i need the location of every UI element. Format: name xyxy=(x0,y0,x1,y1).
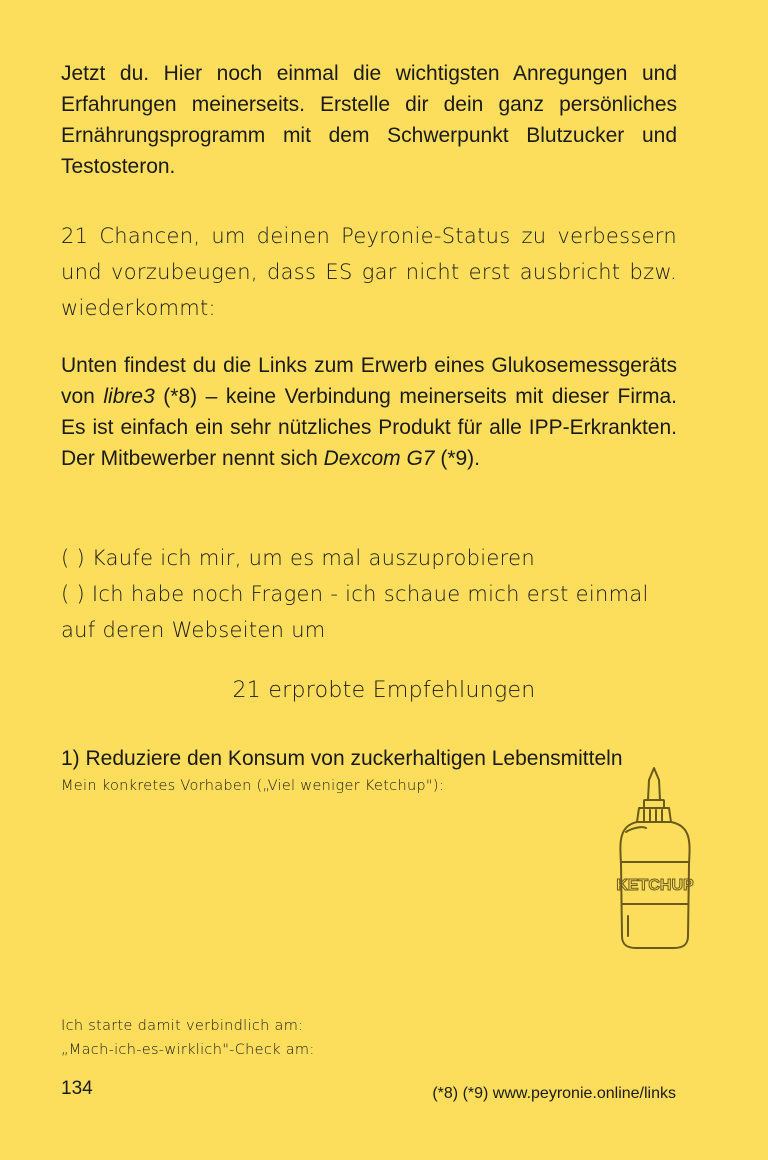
chances-paragraph: 21 Chancen, um deinen Peyronie-Status zu verbessern und vorzubeugen, dass ES gar nicht erst ausbricht bzw. wiederkommt: xyxy=(61,224,677,320)
plan-label: Mein konkretes Vorhaben („Viel weniger Ketchup"): xyxy=(61,778,445,794)
footnote-link[interactable]: (*8) (*9) www.peyronie.online/links xyxy=(432,1085,676,1102)
libre-text-1: Unten findest du die Links zum Erwerb eines Glukosemessgeräts von xyxy=(61,354,677,408)
option-questions[interactable]: ( ) Ich habe noch Fragen - ich schaue mich erst einmal auf deren Webseiten um xyxy=(61,582,649,642)
libre-brand: libre3 xyxy=(103,385,155,408)
intro-paragraph: Jetzt du. Hier noch einmal die wichtigsten Anregungen und Erfahrungen meinerseits. Erstelle dir dein ganz persönliches Ernährungsprogramm mit dem Schwerpunkt Blutzucker und Testosteron. xyxy=(61,62,677,178)
section-heading: 21 erprobte Empfehlungen xyxy=(232,678,536,703)
page-number: 134 xyxy=(61,1078,93,1099)
libre-paragraph xyxy=(61,350,677,474)
option-buy[interactable]: ( ) Kaufe ich mir, um es mal auszuprobieren xyxy=(61,546,535,570)
libre-text-3: (*9). xyxy=(434,447,481,470)
option-list xyxy=(61,540,677,648)
start-label: Ich starte damit verbindlich am: xyxy=(61,1018,304,1034)
start-block xyxy=(61,1014,677,1062)
dexcom-brand: Dexcom G7 xyxy=(323,447,435,470)
libre-text-2: (*8) – keine Verbindung meinerseits mit dieser Firma. Es ist einfach ein sehr nützliches Produkt für alle IPP-Erkrankten. Der Mitbewerber nennt sich xyxy=(61,385,677,470)
check-label: „Mach-ich-es-wirklich"-Check am: xyxy=(61,1042,315,1058)
recommendation-1-title: 1) Reduziere den Konsum von zuckerhaltigen Lebensmitteln xyxy=(61,747,623,770)
ketchup-bottle-icon xyxy=(614,766,694,952)
ketchup-label: KETCHUP xyxy=(616,877,694,894)
